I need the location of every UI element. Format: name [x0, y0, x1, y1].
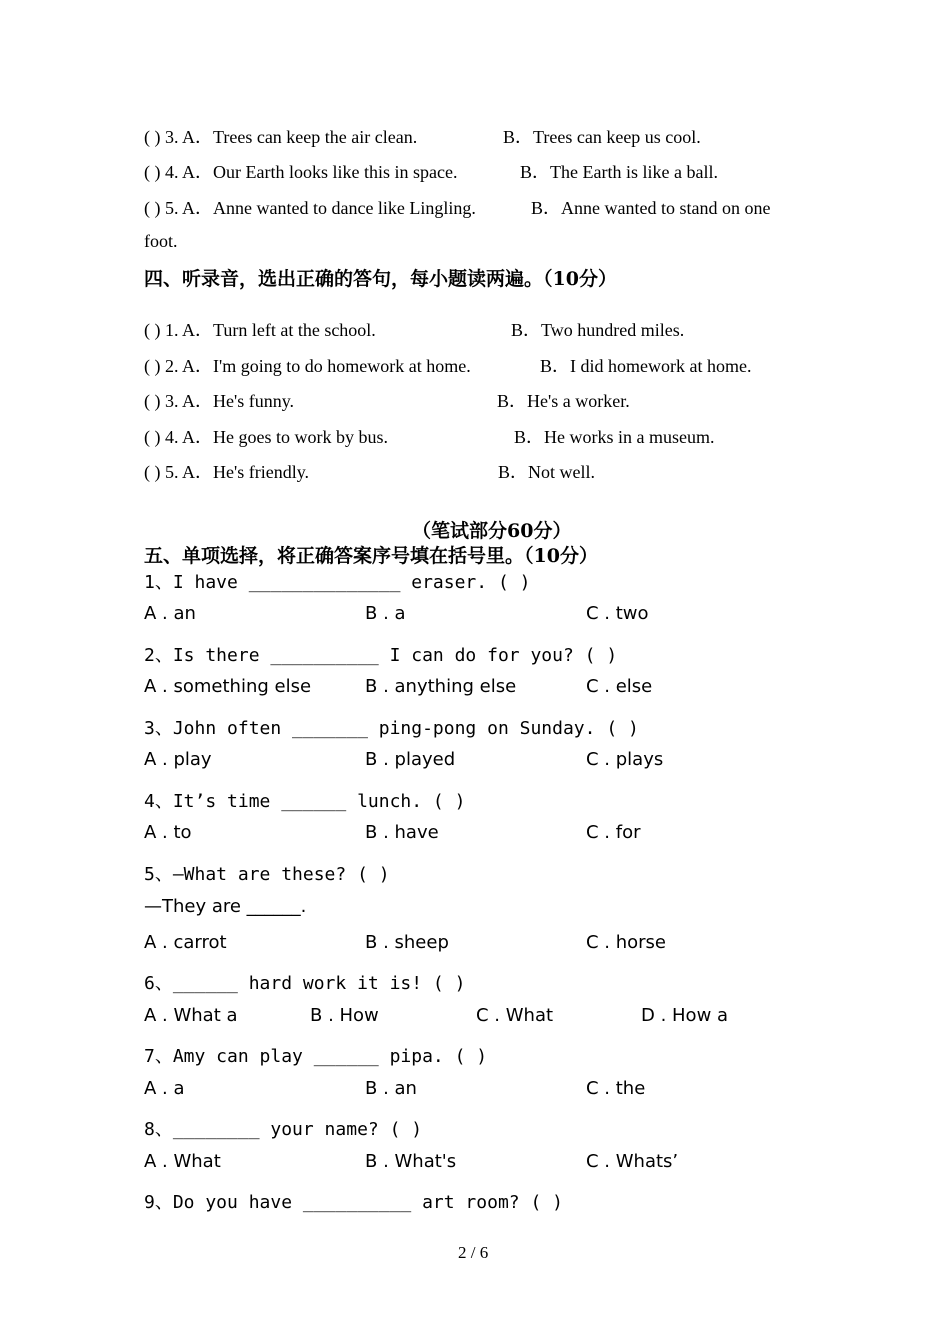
s3-q3-option-a: ( ) 3. A．Trees can keep the air clean. — [144, 127, 418, 147]
s5-q4-question: 4、It’s time ______ lunch. ( ) — [144, 791, 466, 812]
s5-q3-option-b: B . played — [365, 749, 456, 770]
s5-q2-option-c: C . else — [586, 676, 653, 697]
s5-q8-question: 8、________ your name? ( ) — [144, 1119, 423, 1140]
s5-q8-option-b: B . What's — [365, 1151, 457, 1172]
s5-q5-option-c: C . horse — [586, 932, 667, 953]
s5-q2-option-a: A . something else — [144, 676, 312, 697]
s5-q7-option-a: A . a — [144, 1078, 185, 1099]
s5-q5-option-b: B . sheep — [365, 932, 449, 953]
s5-q3-option-a: A . play — [144, 749, 212, 770]
s3-q5-option-a: ( ) 5. A．Anne wanted to dance like Lingling. — [144, 198, 476, 218]
s5-q7-option-b: B . an — [365, 1078, 417, 1099]
section5-title: 五、单项选择，将正确答案序号填在括号里。（10分） — [144, 545, 598, 567]
s4-q4-option-b: B．He works in a museum. — [514, 427, 715, 447]
s4-q5-option-b: B．Not well. — [498, 462, 595, 482]
s4-q5-option-a: ( ) 5. A．He's friendly. — [144, 462, 310, 482]
s5-q6-option-d: D . How a — [641, 1005, 729, 1026]
written-part-heading: （笔试部分60分） — [412, 520, 572, 542]
s5-q3-question: 3、John often _______ ping-pong on Sunday. ( ) — [144, 718, 639, 739]
s5-q9-question: 9、Do you have __________ art room? ( ) — [144, 1192, 563, 1213]
s5-q7-question: 7、Amy can play ______ pipa. ( ) — [144, 1046, 488, 1067]
s5-q7-option-c: C . the — [586, 1078, 646, 1099]
page-number: 2 / 6 — [458, 1243, 489, 1262]
s5-q6-question: 6、______ hard work it is! ( ) — [144, 973, 466, 994]
s4-q4-option-a: ( ) 4. A．He goes to work by bus. — [144, 427, 388, 447]
s4-q2-option-a: ( ) 2. A．I'm going to do homework at home. — [144, 356, 471, 376]
s5-q5-answer-line: —They are ______. — [144, 896, 307, 917]
s3-q5-option-b: B．Anne wanted to stand on one — [531, 198, 771, 218]
s4-q2-option-b: B．I did homework at home. — [540, 356, 752, 376]
s5-q1-question: 1、I have ______________ eraser. ( ) — [144, 572, 531, 593]
s5-q3-option-c: C . plays — [586, 749, 664, 770]
s4-q3-option-a: ( ) 3. A．He's funny. — [144, 391, 295, 411]
s3-q4-option-a: ( ) 4. A．Our Earth looks like this in space. — [144, 162, 458, 182]
s5-q1-option-b: B . a — [365, 603, 406, 624]
s5-q4-option-c: C . for — [586, 822, 641, 843]
s4-q3-option-b: B．He's a worker. — [497, 391, 630, 411]
s4-q1-option-b: B．Two hundred miles. — [511, 320, 685, 340]
s5-q6-option-a: A . What a — [144, 1005, 238, 1026]
s3-q3-option-b: B．Trees can keep us cool. — [503, 127, 701, 147]
s5-q8-option-c: C . Whats’ — [586, 1151, 679, 1172]
s3-q4-option-b: B．The Earth is like a ball. — [520, 162, 718, 182]
s5-q6-option-c: C . What — [476, 1005, 554, 1026]
s3-q5-continuation: foot. — [144, 231, 178, 251]
s5-q6-option-b: B . How — [310, 1005, 379, 1026]
s5-q1-option-a: A . an — [144, 603, 196, 624]
s5-q2-question: 2、Is there __________ I can do for you? ( ) — [144, 645, 618, 666]
section4-title: 四、听录音，选出正确的答句，每小题读两遍。（10分） — [144, 268, 617, 290]
s5-q2-option-b: B . anything else — [365, 676, 517, 697]
s5-q5-option-a: A . carrot — [144, 932, 227, 953]
s5-q1-option-c: C . two — [586, 603, 649, 624]
s5-q4-option-b: B . have — [365, 822, 439, 843]
s5-q8-option-a: A . What — [144, 1151, 221, 1172]
s4-q1-option-a: ( ) 1. A．Turn left at the school. — [144, 320, 376, 340]
s5-q4-option-a: A . to — [144, 822, 192, 843]
s5-q5-question: 5、—What are these? ( ) — [144, 864, 390, 885]
